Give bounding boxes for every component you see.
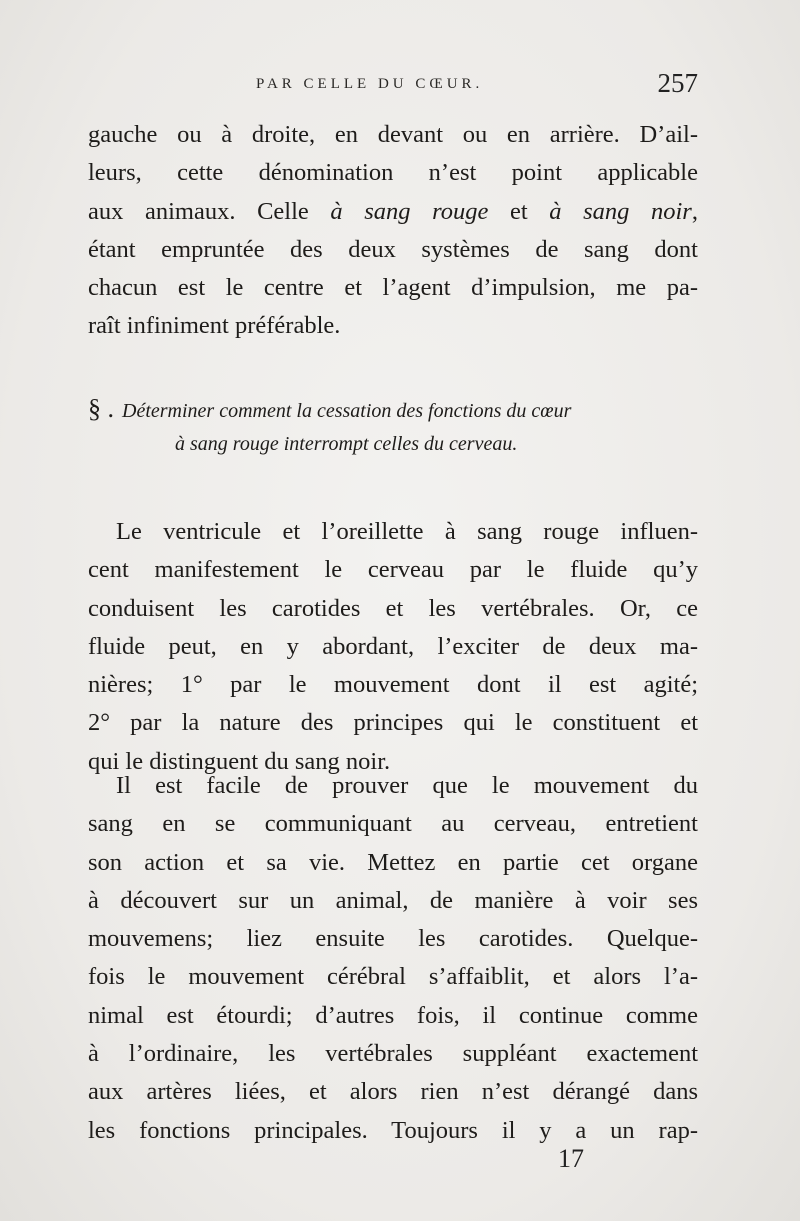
text-line: gauche ou à droite, en devant ou en arrière. D’ail-: [88, 121, 698, 148]
emphasis-sang-noir: à sang noir: [549, 197, 692, 225]
section-sign: § .: [88, 394, 114, 423]
text-line: à l’ordinaire, les vertébrales suppléant exactement: [88, 1040, 698, 1068]
text-line: Le ventricule et l’oreillette à sang rouge influen-: [116, 518, 698, 545]
text-run: et: [488, 197, 550, 225]
paragraph-1: [88, 116, 698, 346]
text-line: leurs, cette dénomination n’est point applicable: [88, 159, 698, 187]
section-title-line-1: Déterminer comment la cessation des fonctions du cœur: [122, 400, 572, 422]
section-title-line-2: à sang rouge interrompt celles du cerveau.: [175, 433, 518, 455]
text-line: nimal est étourdi; d’autres fois, il continue comme: [88, 1001, 698, 1029]
text-run: ,: [691, 197, 698, 225]
text-line: fluide peut, en y abordant, l’exciter de deux ma-: [88, 632, 698, 660]
section-heading: [88, 392, 700, 461]
text-line: Il est facile de prouver que le mouvement du: [116, 772, 698, 799]
signature-mark: 17: [558, 1144, 584, 1173]
text-line: aux artères liées, et alors rien n’est dérangé dans: [88, 1078, 698, 1106]
text-line: les fonctions principales. Toujours il y a un rap-: [88, 1116, 698, 1144]
paragraph-3: [88, 767, 698, 1150]
text-run: aux animaux. Celle: [88, 197, 331, 225]
text-line: chacun est le centre et l’agent d’impulsion, me pa-: [88, 274, 698, 302]
running-head: [88, 68, 698, 102]
running-title: PAR CELLE DU CŒUR.: [256, 76, 484, 92]
text-line: conduisent les carotides et les vertébrales. Or, ce: [88, 594, 698, 622]
text-line: étant empruntée des deux systèmes de sang dont: [88, 235, 698, 263]
text-line: 2° par la nature des principes qui le constituent et: [88, 709, 698, 737]
text-line: son action et sa vie. Mettez en partie cet organe: [88, 848, 698, 876]
text-line: à découvert sur un animal, de manière à voir ses: [88, 886, 698, 914]
text-line: raît infiniment préférable.: [88, 312, 341, 340]
text-line: sang en se communiquant au cerveau, entretient: [88, 810, 698, 838]
page-number: 257: [657, 68, 698, 98]
text-line: qui le distinguent du sang noir.: [88, 747, 391, 775]
paragraph-2: [88, 513, 698, 781]
text-line: cent manifestement le cerveau par le fluide qu’y: [88, 556, 698, 584]
emphasis-sang-rouge: à sang rouge: [330, 197, 489, 225]
text-line: nières; 1° par le mouvement dont il est agité;: [88, 671, 698, 699]
text-line: fois le mouvement cérébral s’affaiblit, et alors l’a-: [88, 963, 698, 991]
text-line-with-emphasis: [88, 193, 698, 231]
text-line: mouvemens; liez ensuite les carotides. Quelque-: [88, 925, 698, 953]
